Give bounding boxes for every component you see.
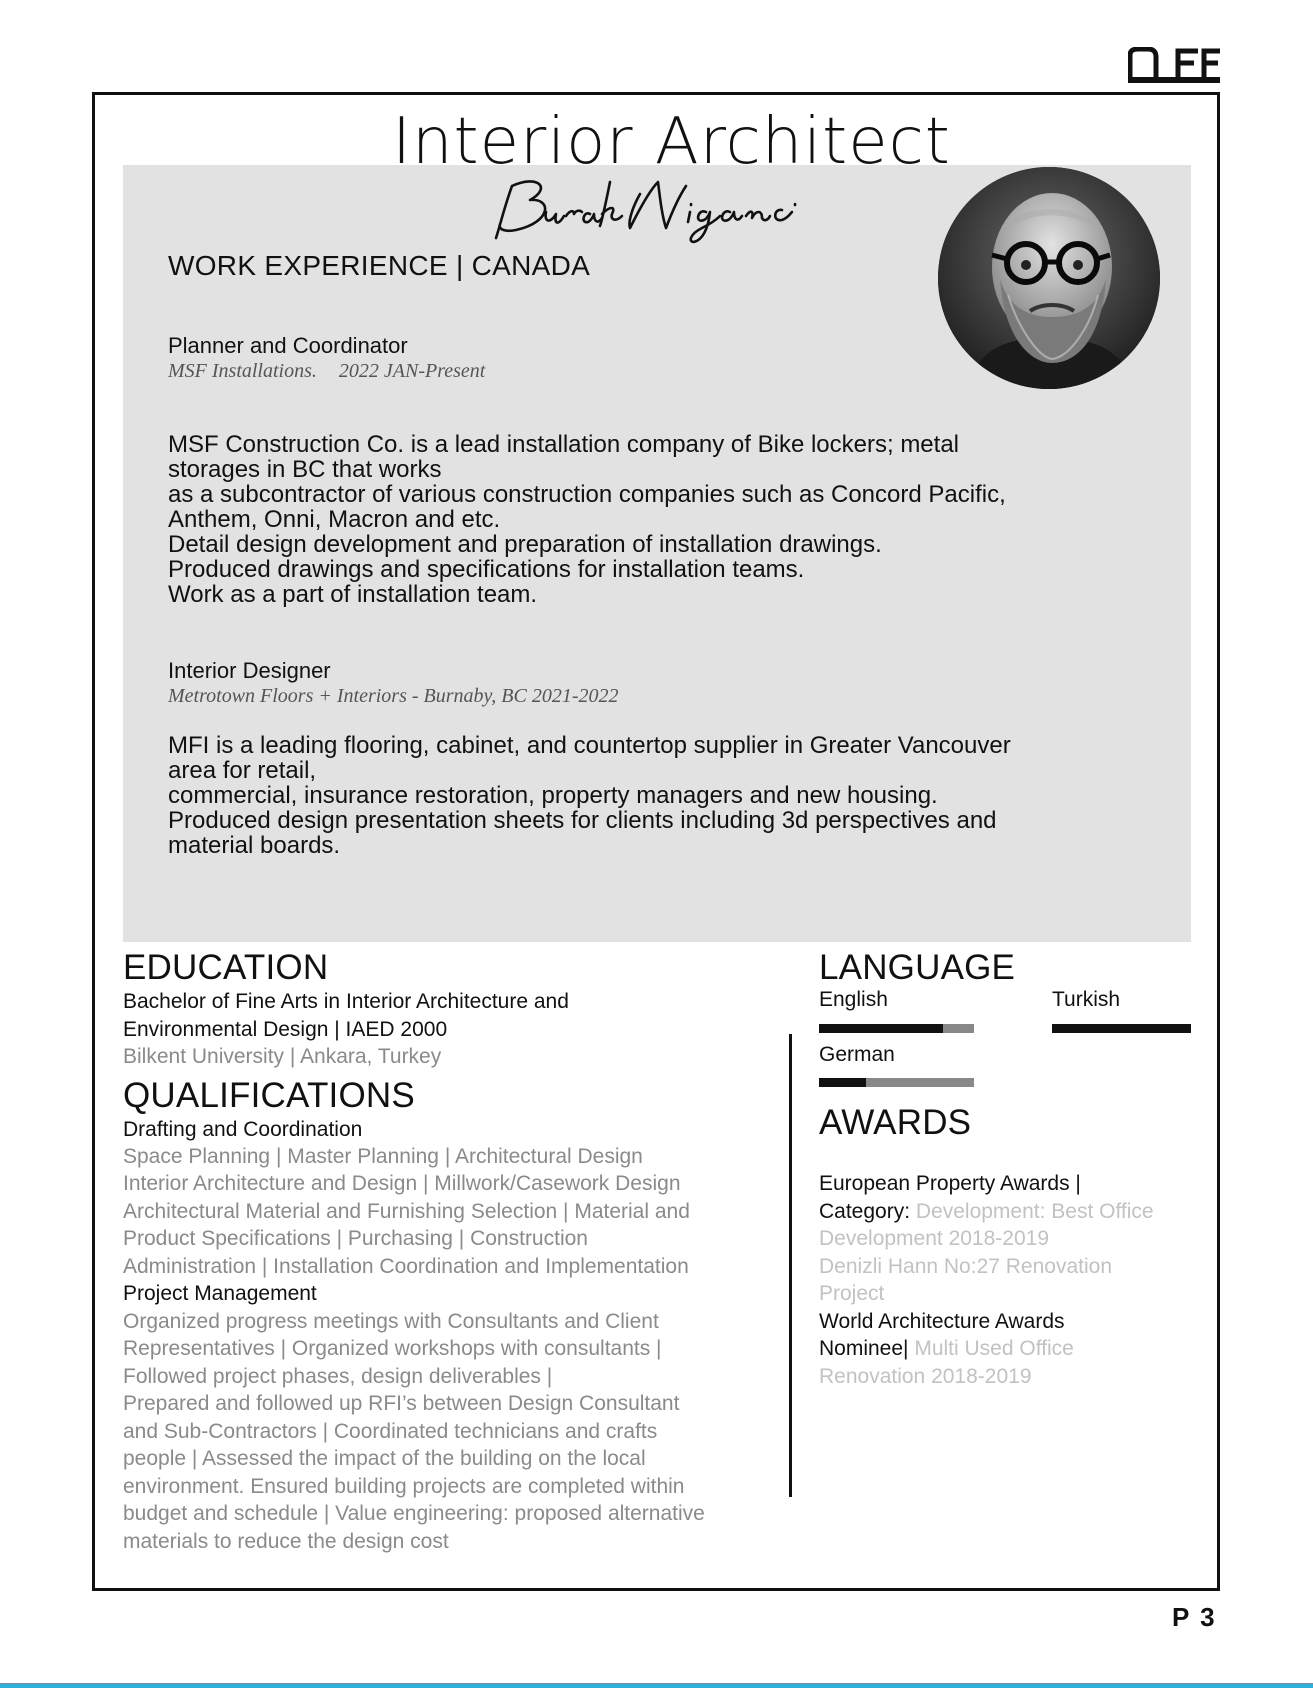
- description-line: area for retail,: [168, 757, 317, 784]
- award-nominee-value: Multi Used Office: [908, 1337, 1074, 1360]
- education-school: Bilkent University | Ankara, Turkey: [123, 1045, 442, 1068]
- description-line: Detail design development and preparation of installation drawings.: [168, 531, 882, 558]
- qualification-line: budget and schedule | Value engineering: proposed alternative: [123, 1502, 705, 1525]
- job-company: Metrotown Floors + Interiors - Burnaby, BC 2021-2022: [168, 685, 619, 707]
- education-degree-line1: Bachelor of Fine Arts in Interior Architecture and: [123, 990, 569, 1013]
- education-heading: EDUCATION: [123, 948, 329, 987]
- qualification-line: Administration | Installation Coordination and Implementation: [123, 1255, 689, 1278]
- award-title: World Architecture Awards: [819, 1310, 1065, 1333]
- award-category: [819, 1335, 1074, 1363]
- qualification-line: materials to reduce the design cost: [123, 1530, 449, 1553]
- awards-heading: AWARDS: [819, 1103, 972, 1142]
- description-line: Produced design presentation sheets for clients including 3d perspectives and: [168, 807, 997, 834]
- language-heading: LANGUAGE: [819, 948, 1016, 987]
- description-line: as a subcontractor of various construction companies such as Concord Pacific,: [168, 481, 1006, 508]
- qualification-line: Interior Architecture and Design | Millwork/Casework Design: [123, 1172, 681, 1195]
- job-title: Planner and Coordinator: [168, 333, 408, 358]
- language-english: English: [819, 988, 888, 1011]
- language-german-fill: [819, 1078, 866, 1087]
- description-line: Work as a part of installation team.: [168, 581, 538, 608]
- qualifications-heading: QUALIFICATIONS: [123, 1076, 415, 1115]
- description-line: MSF Construction Co. is a lead installation company of Bike lockers; metal: [168, 431, 960, 458]
- description-line: MFI is a leading flooring, cabinet, and countertop supplier in Greater Vancouver: [168, 732, 1011, 759]
- page-number: P 3: [1172, 1602, 1217, 1632]
- education-degree-line2: Environmental Design | IAED 2000: [123, 1018, 448, 1041]
- job-company-name: MSF Installations.: [168, 360, 317, 382]
- column-divider: [789, 1034, 792, 1497]
- job-title: Interior Designer: [168, 658, 331, 683]
- qualification-line: and Sub-Contractors | Coordinated technicians and crafts: [123, 1420, 658, 1443]
- job-period: 2022 JAN-Present: [338, 360, 486, 382]
- qualification-line: Prepared and followed up RFI’s between Design Consultant: [123, 1392, 680, 1415]
- page-title: Interior Architect: [392, 105, 951, 179]
- language-turkish-fill: [1052, 1024, 1191, 1033]
- description-line: material boards.: [168, 832, 341, 859]
- description-line: commercial, insurance restoration, property managers and new housing.: [168, 782, 938, 809]
- signature-image: [490, 168, 800, 248]
- award-detail: Renovation 2018-2019: [819, 1365, 1032, 1388]
- award-category-value: Development: Best Office: [910, 1200, 1154, 1223]
- qualification-line: Organized progress meetings with Consultants and Client: [123, 1310, 659, 1333]
- description-line: Produced drawings and specifications for installation teams.: [168, 556, 805, 583]
- award-detail: Development 2018-2019: [819, 1227, 1049, 1250]
- award-detail: Project: [819, 1282, 885, 1305]
- corner-mark-icon: [1128, 47, 1220, 85]
- award-nominee-label: Nominee|: [819, 1337, 909, 1360]
- job-company: [168, 360, 485, 383]
- language-english-bar: [819, 1024, 974, 1033]
- bottom-accent-strip: [0, 1683, 1313, 1688]
- work-experience-heading: WORK EXPERIENCE | CANADA: [168, 250, 591, 281]
- award-category-label: Category:: [819, 1200, 911, 1223]
- job-description: [168, 432, 1118, 607]
- qualification-line: Representatives | Organized workshops with consultants |: [123, 1337, 662, 1360]
- description-line: Anthem, Onni, Macron and etc.: [168, 506, 501, 533]
- language-german: German: [819, 1043, 895, 1066]
- description-line: storages in BC that works: [168, 456, 442, 483]
- language-english-fill: [819, 1024, 943, 1033]
- award-category: [819, 1198, 1154, 1226]
- portrait-image: [938, 167, 1160, 389]
- qualification-line: environment. Ensured building projects are completed within: [123, 1475, 685, 1498]
- qualification-line: Architectural Material and Furnishing Selection | Material and: [123, 1200, 690, 1223]
- language-turkish: Turkish: [1052, 988, 1121, 1011]
- qualification-line: Product Specifications | Purchasing | Construction: [123, 1227, 588, 1250]
- award-title: European Property Awards |: [819, 1172, 1081, 1195]
- language-german-bar: [819, 1078, 974, 1087]
- qualification-line: people | Assessed the impact of the building on the local: [123, 1447, 646, 1470]
- language-turkish-bar: [1052, 1024, 1191, 1033]
- qualification-line: Followed project phases, design deliverables |: [123, 1365, 553, 1388]
- qualification-subheading: Drafting and Coordination: [123, 1118, 363, 1141]
- qualification-line: Space Planning | Master Planning | Architectural Design: [123, 1145, 643, 1168]
- qualification-subheading: Project Management: [123, 1282, 317, 1305]
- award-detail: Denizli Hann No:27 Renovation: [819, 1255, 1113, 1278]
- job-description: [168, 733, 1118, 858]
